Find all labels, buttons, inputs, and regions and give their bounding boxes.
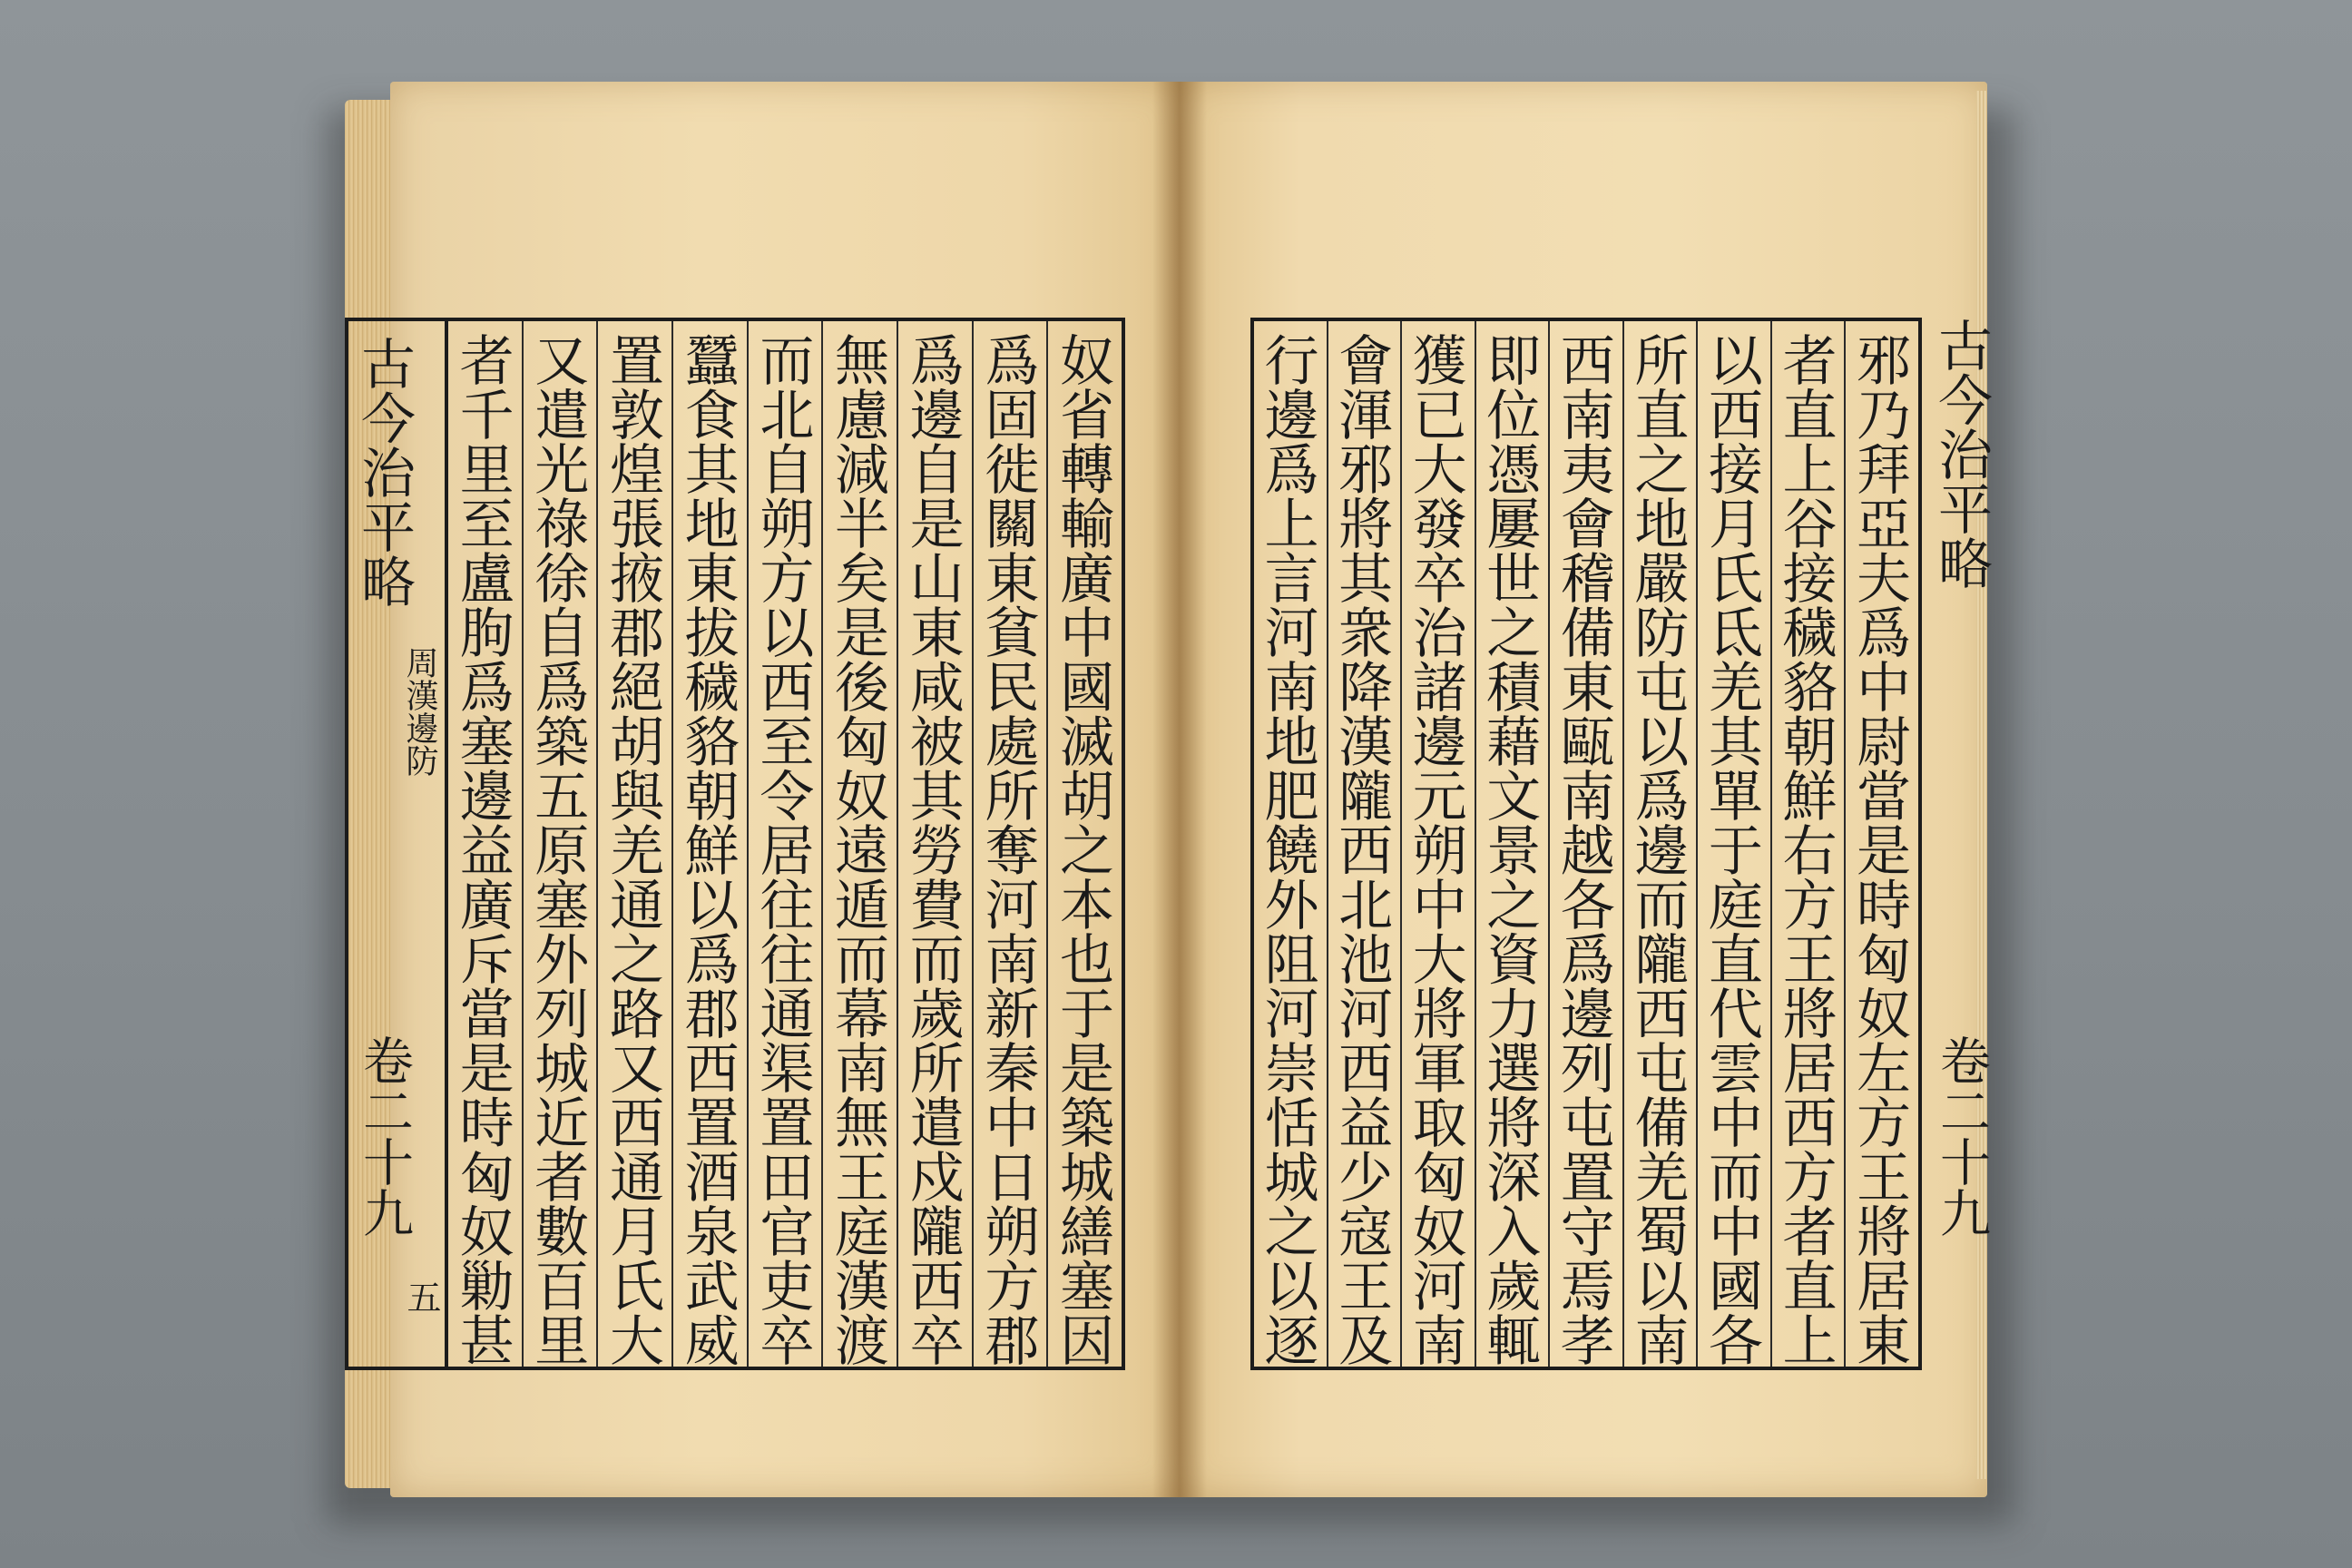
right-column-6: 即位憑屢世之積藉文景之資力選將深入歲輒: [1475, 321, 1549, 1367]
left-column-9: 者千里至盧朐爲塞邊益廣斥當是時匈奴勦甚: [450, 332, 514, 1367]
left-column-6: 蠶食其地東拔穢貉朝鮮以爲郡西置酒泉武威: [671, 321, 747, 1367]
right-column-9: 行邊爲上言河南地肥饒外阻河崇恬城之以逐: [1255, 332, 1319, 1367]
right-column-4: 所直之地嚴防屯以爲邊而隴西屯備羌蜀以南: [1622, 321, 1697, 1367]
right-text-frame: [1250, 318, 1922, 1370]
right-column-2: 者直上谷接穢貉朝鮮右方王將居西方者直上: [1770, 321, 1845, 1367]
left-column-5: 而北自朔方以西至令居往往通渠置田官吏卒: [747, 321, 822, 1367]
left-volume-label: 卷二十九: [355, 1034, 414, 1238]
right-column-5: 西南夷會稽備東甌南越各爲邊列屯置守焉孝: [1548, 321, 1622, 1367]
left-column-2: 爲固徙關東貧民處所奪河南新秦中日朔方郡: [972, 321, 1047, 1367]
left-column-4: 無慮減半矣是後匈奴遠遁而幕南無王庭漢渡: [821, 321, 897, 1367]
book-gutter: [1152, 82, 1207, 1497]
left-section-title: 周漢邊防: [401, 646, 438, 777]
right-page-edge: [1976, 91, 1987, 1479]
left-column-7: 置敦煌張掖郡絕胡與羌通之路又西通月氏大: [596, 321, 671, 1367]
left-column-1: 奴省轉輸廣中國滅胡之本也于是築城繕塞因: [1046, 321, 1122, 1367]
left-column-8: 又遣光祿徐自爲築五原塞外列城近者數百里: [522, 321, 597, 1367]
right-columns: [1254, 321, 1918, 1367]
left-margin-frame: [345, 318, 448, 1370]
left-text-frame: [445, 318, 1125, 1370]
left-columns: [448, 321, 1122, 1367]
right-column-8: 會渾邪將其衆降漢隴西北池河西益少寇王及: [1327, 321, 1401, 1367]
right-column-1: 邪乃拜亞夫爲中尉當是時匈奴左方王將居東: [1844, 321, 1918, 1367]
right-column-3: 以西接月氏氐羌其單于庭直代雲中而中國各: [1696, 321, 1770, 1367]
left-column-3: 爲邊自是山東咸被其勞費而歲所遣戍隴西卒: [897, 321, 972, 1367]
right-volume-label: 卷二十九: [1932, 1034, 1991, 1238]
right-margin-title: 古今治平略: [1929, 318, 1993, 590]
left-page-number: 五: [401, 1279, 441, 1314]
left-margin-title: 古今治平略: [352, 336, 416, 608]
right-column-7: 獲已大發卒治諸邊元朔中大將軍取匈奴河南: [1400, 321, 1475, 1367]
